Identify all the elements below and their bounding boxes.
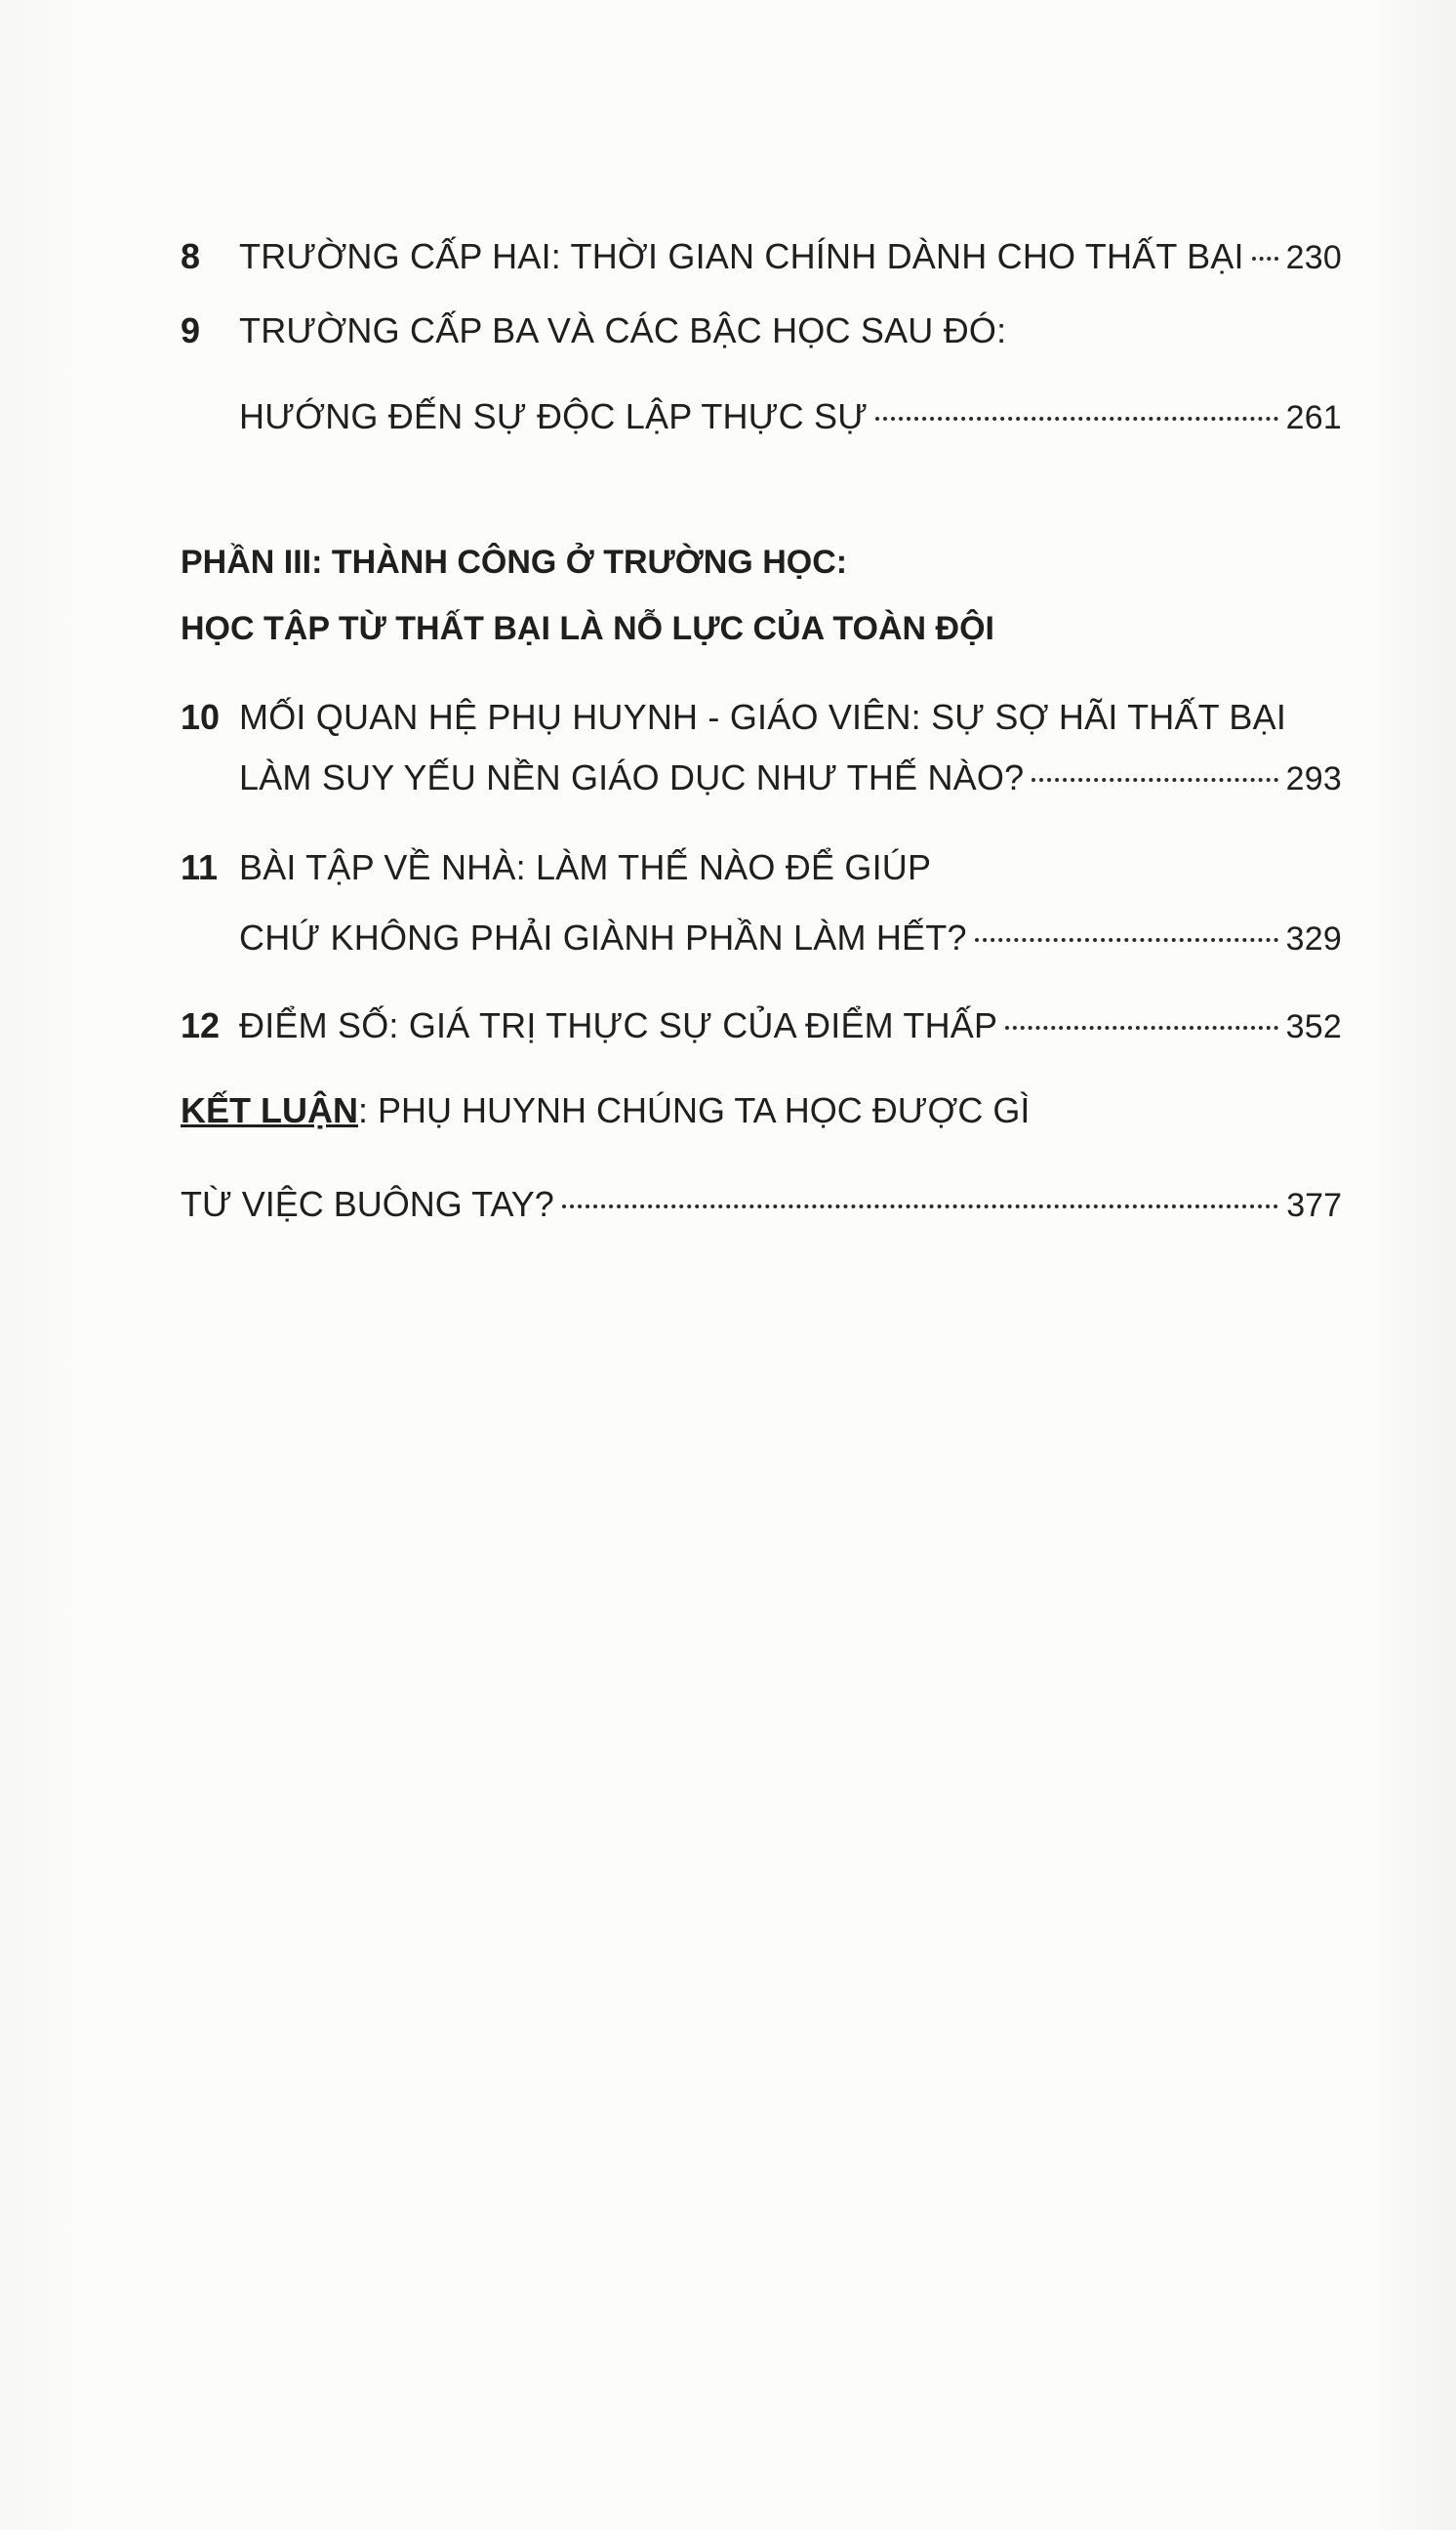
chapter-title: ĐIỂM SỐ: GIÁ TRỊ THỰC SỰ CỦA ĐIỂM THẤP	[239, 1005, 998, 1045]
chapter-title-line-1: MỐI QUAN HỆ PHỤ HUYNH - GIÁO VIÊN: SỰ SỢ HÃI THẤT BẠI	[239, 697, 1287, 737]
part-heading	[181, 532, 1342, 659]
toc-entry-9	[181, 304, 1342, 444]
page-number: 230	[1285, 239, 1342, 276]
toc-entry-8	[181, 229, 1342, 284]
chapter-number: 9	[181, 310, 201, 350]
toc-entry-12	[181, 999, 1342, 1053]
chapter-number: 8	[181, 236, 201, 276]
toc-entry-conclusion	[181, 1081, 1342, 1235]
conclusion-line-2	[181, 1174, 1342, 1235]
part-title-line-2: HỌC TẬP TỪ THẤT BẠI LÀ NỖ LỰC CỦA TOÀN ĐỘI	[181, 610, 994, 647]
page-number: 293	[1285, 760, 1342, 797]
page-number: 352	[1285, 1008, 1342, 1045]
dot-leader	[875, 416, 1277, 421]
part-title-line-1: PHẦN III: THÀNH CÔNG Ở TRƯỜNG HỌC:	[181, 544, 848, 581]
chapter-title-line-1: TRƯỜNG CẤP BA VÀ CÁC BẬC HỌC SAU ĐÓ:	[239, 310, 1007, 350]
toc-line	[239, 229, 1342, 284]
dot-leader	[1031, 777, 1277, 782]
chapter-title: TRƯỜNG CẤP HAI: THỜI GIAN CHÍNH DÀNH CHO THẤT BẠI	[239, 236, 1244, 276]
chapter-title-line-2: HƯỚNG ĐẾN SỰ ĐỘC LẬP THỰC SỰ	[239, 396, 869, 436]
page-number: 261	[1285, 399, 1342, 436]
conclusion-keyword: KẾT LUẬN	[181, 1090, 358, 1130]
chapter-number: 12	[181, 1005, 221, 1045]
conclusion-title-part: : PHỤ HUYNH CHÚNG TA HỌC ĐƯỢC GÌ	[358, 1090, 1031, 1130]
conclusion-title-line-2: TỪ VIỆC BUÔNG TAY?	[181, 1184, 554, 1224]
toc-line	[239, 751, 1342, 805]
toc-entry-10	[181, 690, 1342, 805]
toc-entry-11	[181, 840, 1342, 965]
chapter-number: 11	[181, 847, 219, 887]
chapter-title-line-2: CHỨ KHÔNG PHẢI GIÀNH PHẦN LÀM HẾT?	[239, 918, 967, 958]
chapter-title-line-2: LÀM SUY YẾU NỀN GIÁO DỤC NHƯ THẾ NÀO?	[239, 757, 1025, 797]
dot-leader	[562, 1204, 1278, 1208]
table-of-contents	[181, 229, 1342, 1235]
chapter-number: 10	[181, 697, 221, 737]
dot-leader	[1005, 1025, 1277, 1030]
chapter-title-line-1: BÀI TẬP VỀ NHÀ: LÀM THẾ NÀO ĐỂ GIÚP	[239, 847, 932, 887]
toc-line	[239, 389, 1342, 444]
dot-leader	[975, 937, 1278, 942]
page-number: 377	[1286, 1187, 1342, 1224]
conclusion-line-1	[181, 1081, 1342, 1141]
toc-line	[239, 911, 1342, 965]
page-number: 329	[1285, 920, 1342, 958]
dot-leader	[1252, 256, 1278, 261]
toc-line	[239, 999, 1342, 1053]
